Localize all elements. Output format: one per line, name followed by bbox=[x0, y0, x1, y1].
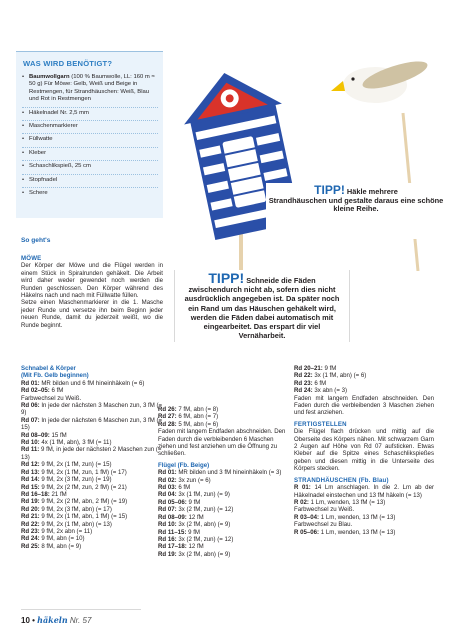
instruction-row bbox=[21, 513, 163, 520]
row-text: 9 fM, 2x (1 fM, abn, 1 fM) (= 15) bbox=[39, 513, 128, 521]
instruction-row bbox=[21, 439, 163, 446]
column-3 bbox=[294, 365, 434, 536]
column-2 bbox=[158, 406, 291, 558]
row-text: 8 fM, abn (= 9) bbox=[39, 542, 82, 550]
instruction-row bbox=[158, 543, 291, 550]
instruction-row bbox=[294, 499, 434, 506]
moewe-title: MÖWE bbox=[21, 255, 42, 262]
materials-item-yarn bbox=[22, 72, 158, 108]
row-key: Rd 20: bbox=[21, 505, 40, 513]
finish-paragraph: Die Flügel flach drücken und mittig auf die Oberseite des Körpers nähen. Mit schwarzem Garn 2 Augen auf Höhe von Rd 07 aufsticken. Etwas Kleber auf die Spitze eines Schaschlikspießes geben und diesen mittig in die Unterseite des Körpers stecken. bbox=[294, 428, 434, 473]
row-key: Rd 10: bbox=[21, 439, 40, 447]
row-text: 3x abn (= 3) bbox=[312, 387, 348, 395]
row-key: Rd 14: bbox=[21, 476, 40, 484]
instruction-row bbox=[21, 498, 163, 505]
row-text: Farbwechsel zu Blau. bbox=[294, 521, 353, 529]
row-key: Rd 12: bbox=[21, 461, 40, 469]
col3-rows-b bbox=[294, 484, 434, 536]
row-key: Rd 23: bbox=[294, 379, 313, 387]
row-text: 6 fM bbox=[312, 379, 327, 387]
materials-item: • Füllwatte bbox=[22, 134, 158, 147]
instruction-row bbox=[21, 491, 163, 498]
col2-rows-a bbox=[158, 406, 291, 428]
tip1-word: TIPP! bbox=[314, 183, 345, 197]
row-text: 9 fM, 2x (3 fM, zun) (= 19) bbox=[39, 476, 112, 484]
row-text: 12 fM bbox=[186, 543, 204, 551]
row-key: Rd 08–09: bbox=[158, 513, 187, 521]
row-text: In jede der nächsten 6 Maschen zun, 3 fM (= 15) bbox=[21, 416, 163, 432]
tip1-text: Strandhäuschen und gestalte daraus eine schöne kleine Reihe. bbox=[268, 195, 444, 214]
tip2-text: Schneide die Fäden zwischendurch nicht ab, sofern dies nicht ausdrücklich angegeben ist. Da später noch ein Rand um das Häuschen gehäkelt wird, werden die Fäden dabei automatisch mit eingearbeitet. Das erspart dir viel Vernäharbeit. bbox=[184, 276, 340, 341]
instruction-row bbox=[21, 402, 163, 417]
hut-stick bbox=[239, 231, 243, 271]
row-key: Rd 24: bbox=[21, 535, 40, 543]
instruction-row bbox=[21, 469, 163, 476]
row-text: 7 fM, abn (= 8) bbox=[176, 406, 219, 413]
footer-rule bbox=[21, 609, 141, 610]
row-key: Rd 26: bbox=[158, 406, 177, 413]
tip-box-2 bbox=[174, 270, 350, 342]
instruction-row bbox=[21, 484, 163, 491]
gull-beak bbox=[331, 81, 345, 91]
instruction-row bbox=[158, 506, 291, 513]
row-text: 12 fM bbox=[186, 513, 204, 521]
row-key: Rd 16–18: bbox=[21, 490, 50, 498]
col2-rows-b bbox=[158, 469, 291, 558]
row-key: Rd 19: bbox=[158, 550, 177, 558]
instruction-row bbox=[158, 529, 291, 536]
row-key: R 02: bbox=[294, 498, 309, 506]
row-key: Rd 22: bbox=[21, 520, 40, 528]
instruction-row bbox=[21, 380, 163, 387]
row-text: 9 fM, 2x (2 fM, zun, 2 fM) (= 21) bbox=[39, 483, 127, 491]
materials-box bbox=[16, 51, 163, 218]
materials-title: WAS WIRD BENÖTIGT? bbox=[23, 59, 113, 68]
seagull bbox=[331, 56, 430, 103]
instruction-row bbox=[21, 543, 163, 550]
row-key: Rd 17–18: bbox=[158, 543, 187, 551]
row-key: Rd 04: bbox=[158, 491, 177, 499]
row-key: Rd 19: bbox=[21, 498, 40, 506]
instruction-row bbox=[21, 535, 163, 542]
instruction-row bbox=[21, 395, 163, 402]
finish-title: FERTIGSTELLEN bbox=[294, 420, 347, 428]
row-key: R 05–06: bbox=[294, 528, 320, 536]
row-key: R 01: bbox=[294, 484, 311, 492]
tip-box-1 bbox=[266, 183, 446, 239]
row-text: 3x (1 fM, abn) (= 6) bbox=[312, 372, 367, 380]
row-text: Farbwechsel zu Weiß. bbox=[294, 506, 355, 514]
instruction-row bbox=[21, 417, 163, 432]
materials-item: • Schaschlikspieß, 25 cm bbox=[22, 161, 158, 174]
row-key: Rd 11–15: bbox=[158, 528, 187, 536]
row-key: Rd 27: bbox=[158, 413, 177, 421]
row-text: 6 fM bbox=[49, 387, 64, 395]
instruction-row bbox=[158, 521, 291, 528]
row-key: Rd 01: bbox=[21, 379, 40, 387]
instruction-row bbox=[294, 387, 434, 394]
materials-list bbox=[22, 72, 158, 200]
column-1 bbox=[21, 365, 163, 550]
row-key: Rd 15: bbox=[21, 483, 40, 491]
tip1-lead: Häkle mehrere bbox=[344, 187, 398, 196]
materials-item: • Schere bbox=[22, 188, 158, 200]
row-text: 4x (1 fM, abn), 3 fM (= 11) bbox=[39, 439, 112, 447]
beach-hut-title: STRANDHÄUSCHEN (Fb. Blau) bbox=[294, 476, 389, 484]
row-key: R 03–04: bbox=[294, 513, 320, 521]
row-key: Rd 25: bbox=[21, 542, 40, 550]
row-text: 1 Lm, wenden, 13 fM (= 13) bbox=[308, 498, 386, 506]
instruction-row bbox=[158, 469, 291, 476]
col3-paragraph: Faden mit langem Endfaden abschneiden. Den Faden durch die verbleibenden 3 Maschen ziehen und fest anziehen. bbox=[294, 394, 434, 417]
row-key: Rd 28: bbox=[158, 420, 177, 428]
instruction-row bbox=[158, 536, 291, 543]
row-text: 9 fM, 2x (2 fM, abn, 2 fM) (= 19) bbox=[39, 498, 128, 506]
row-key: Rd 03: bbox=[158, 484, 177, 492]
row-text: 1 Lm, wenden, 13 fM (= 13) bbox=[319, 513, 396, 521]
row-text: MR bilden und 3 fM hineinhäkeln (= 3) bbox=[176, 469, 282, 477]
row-text: 21 fM bbox=[49, 490, 67, 498]
row-text: 9 fM, in jede der nächsten 2 Maschen zun (= 13) bbox=[21, 446, 162, 461]
instruction-row bbox=[158, 491, 291, 498]
row-text: 9 fM, 2x abn (= 11) bbox=[39, 527, 93, 535]
moewe-paragraph-1: Der Körper der Möwe und die Flügel werden in einem Stück in Spiralrunden gehäkelt. Die Arbeit wird daher weder gewendet noch werden die Runden geschlossen. Den Körper während des Häkelns nach und nach mit Füllwatte füllen. bbox=[21, 262, 163, 300]
tip2-word: TIPP! bbox=[208, 270, 245, 286]
row-text: MR bilden und 6 fM hineinhäkeln (= 6) bbox=[39, 379, 145, 387]
row-text: 6 fM bbox=[176, 484, 191, 492]
instruction-row bbox=[158, 421, 291, 428]
row-text: 9 fM bbox=[186, 528, 201, 536]
row-key: Rd 02–05: bbox=[21, 387, 50, 395]
col3-rows-a bbox=[294, 365, 434, 395]
row-key: Rd 07: bbox=[158, 506, 177, 514]
row-text: 3x (2 fM, abn) (= 9) bbox=[176, 521, 231, 529]
row-key: Rd 02: bbox=[158, 476, 177, 484]
col1-subtitle: (Mit Fb. Gelb beginnen) bbox=[21, 372, 89, 380]
yarn-label: Baumwollgarn bbox=[29, 74, 70, 80]
row-text: 5 fM, abn (= 6) bbox=[176, 420, 219, 428]
instruction-row bbox=[21, 476, 163, 483]
row-key: Rd 01: bbox=[158, 469, 177, 477]
row-text: 3x (2 fM, abn) (= 9) bbox=[176, 550, 231, 558]
row-key: Rd 13: bbox=[21, 468, 40, 476]
instruction-row bbox=[21, 528, 163, 535]
row-text: 15 fM bbox=[49, 431, 67, 439]
instruction-row bbox=[158, 484, 291, 491]
row-key: Rd 11: bbox=[21, 446, 40, 454]
row-key: Rd 10: bbox=[158, 521, 177, 529]
instruction-row bbox=[21, 432, 163, 439]
row-key: Rd 23: bbox=[21, 527, 40, 535]
instruction-row bbox=[294, 372, 434, 379]
materials-item: • Stopfnadel bbox=[22, 175, 158, 188]
row-key: Rd 22: bbox=[294, 372, 313, 380]
instruction-row bbox=[158, 413, 291, 420]
col1-rows bbox=[21, 380, 163, 550]
how-to-heading: So geht's bbox=[21, 237, 51, 244]
col1-title: Schnabel & Körper bbox=[21, 365, 76, 372]
row-key: Rd 24: bbox=[294, 387, 313, 395]
instruction-row bbox=[294, 484, 434, 499]
instruction-row bbox=[158, 477, 291, 484]
row-key: Rd 08–09: bbox=[21, 431, 50, 439]
row-text: 6 fM, abn (= 7) bbox=[176, 413, 219, 421]
row-text: 9 fM bbox=[322, 365, 337, 372]
row-text: 9 fM, 2x (1 fM, zun) (= 15) bbox=[39, 461, 112, 469]
instruction-row bbox=[294, 521, 434, 528]
col2-paragraph: Faden mit langem Endfaden abschneiden. Den Faden durch die verbleibenden 6 Maschen ziehen und fest anziehen um die Öffnung zu schließen. bbox=[158, 428, 286, 458]
row-text: 3x (1 fM, zun) (= 9) bbox=[176, 491, 230, 499]
row-text: Farbwechsel zu Weiß. bbox=[21, 394, 82, 402]
materials-item: • Maschenmarkierer bbox=[22, 121, 158, 134]
row-key: Rd 07: bbox=[21, 416, 40, 424]
row-text: 9 fM bbox=[186, 498, 201, 506]
instruction-row bbox=[158, 499, 291, 506]
materials-item: • Kleber bbox=[22, 148, 158, 161]
row-text: 14 Lm anschlagen. In die 2. Lm ab der Häkelnadel einstechen und 13 fM häkeln (= 13) bbox=[294, 484, 434, 499]
row-text: 3x (2 fM, zun) (= 12) bbox=[176, 535, 234, 543]
instruction-row bbox=[294, 380, 434, 387]
row-text: 1 Lm, wenden, 13 fM (= 13) bbox=[319, 528, 396, 536]
page-footer: 10 • häkeln Nr. 57 bbox=[21, 615, 92, 625]
yarn-text: (100 % Baumwolle, LL: 160 m ≈ 50 g) Für Möwe: Gelb, Weiß und Beige in Restmengen, für Strandhäuschen: Weiß, Blau und Rot in Restmengen bbox=[29, 74, 155, 103]
instruction-row bbox=[294, 506, 434, 513]
instruction-row bbox=[294, 514, 434, 521]
instruction-row bbox=[21, 506, 163, 513]
magazine-brand: häkeln bbox=[37, 615, 68, 625]
row-text: 9 fM, 2x (1 fM, zun, 1 fM) (= 17) bbox=[39, 468, 127, 476]
row-key: Rd 05–06: bbox=[158, 498, 187, 506]
row-text: In jede der nächsten 3 Maschen zun, 3 fM (= 9) bbox=[21, 402, 163, 417]
moewe-section bbox=[21, 255, 163, 329]
instruction-row bbox=[21, 521, 163, 528]
materials-item: • Häkelnadel Nr. 2,5 mm bbox=[22, 108, 158, 121]
row-key: Rd 21: bbox=[21, 513, 40, 521]
row-key: Rd 06: bbox=[21, 402, 40, 410]
instruction-row bbox=[158, 514, 291, 521]
row-key: Rd 16: bbox=[158, 535, 177, 543]
instruction-row bbox=[158, 551, 291, 558]
instruction-row bbox=[158, 406, 291, 413]
wing-title: Flügel (Fb. Beige) bbox=[158, 461, 210, 469]
issue-number: Nr. 57 bbox=[69, 616, 92, 625]
moewe-paragraph-2: Setze einen Maschenmarkierer in die 1. Masche jeder Runde und versetze ihn beim Beginn jeder neuen Runde, damit du jederzeit weißt, wo die Runde beginnt. bbox=[21, 299, 163, 329]
row-text: 9 fM, abn (= 10) bbox=[39, 535, 85, 543]
row-text: 9 fM, 2x (1 fM, abn) (= 13) bbox=[39, 520, 112, 528]
instruction-row bbox=[21, 461, 163, 468]
instruction-row bbox=[21, 446, 163, 461]
row-text: 3x zun (= 6) bbox=[176, 476, 211, 484]
instruction-row bbox=[294, 365, 434, 372]
gull-eye bbox=[351, 77, 354, 80]
row-text: 3x (2 fM, zun) (= 12) bbox=[176, 506, 234, 514]
row-text: 9 fM, 2x (3 fM, abn) (= 17) bbox=[39, 505, 112, 513]
page-number: 10 bbox=[21, 616, 30, 625]
row-key: Rd 20–21: bbox=[294, 365, 323, 372]
instruction-row bbox=[294, 529, 434, 536]
instruction-row bbox=[21, 387, 163, 394]
